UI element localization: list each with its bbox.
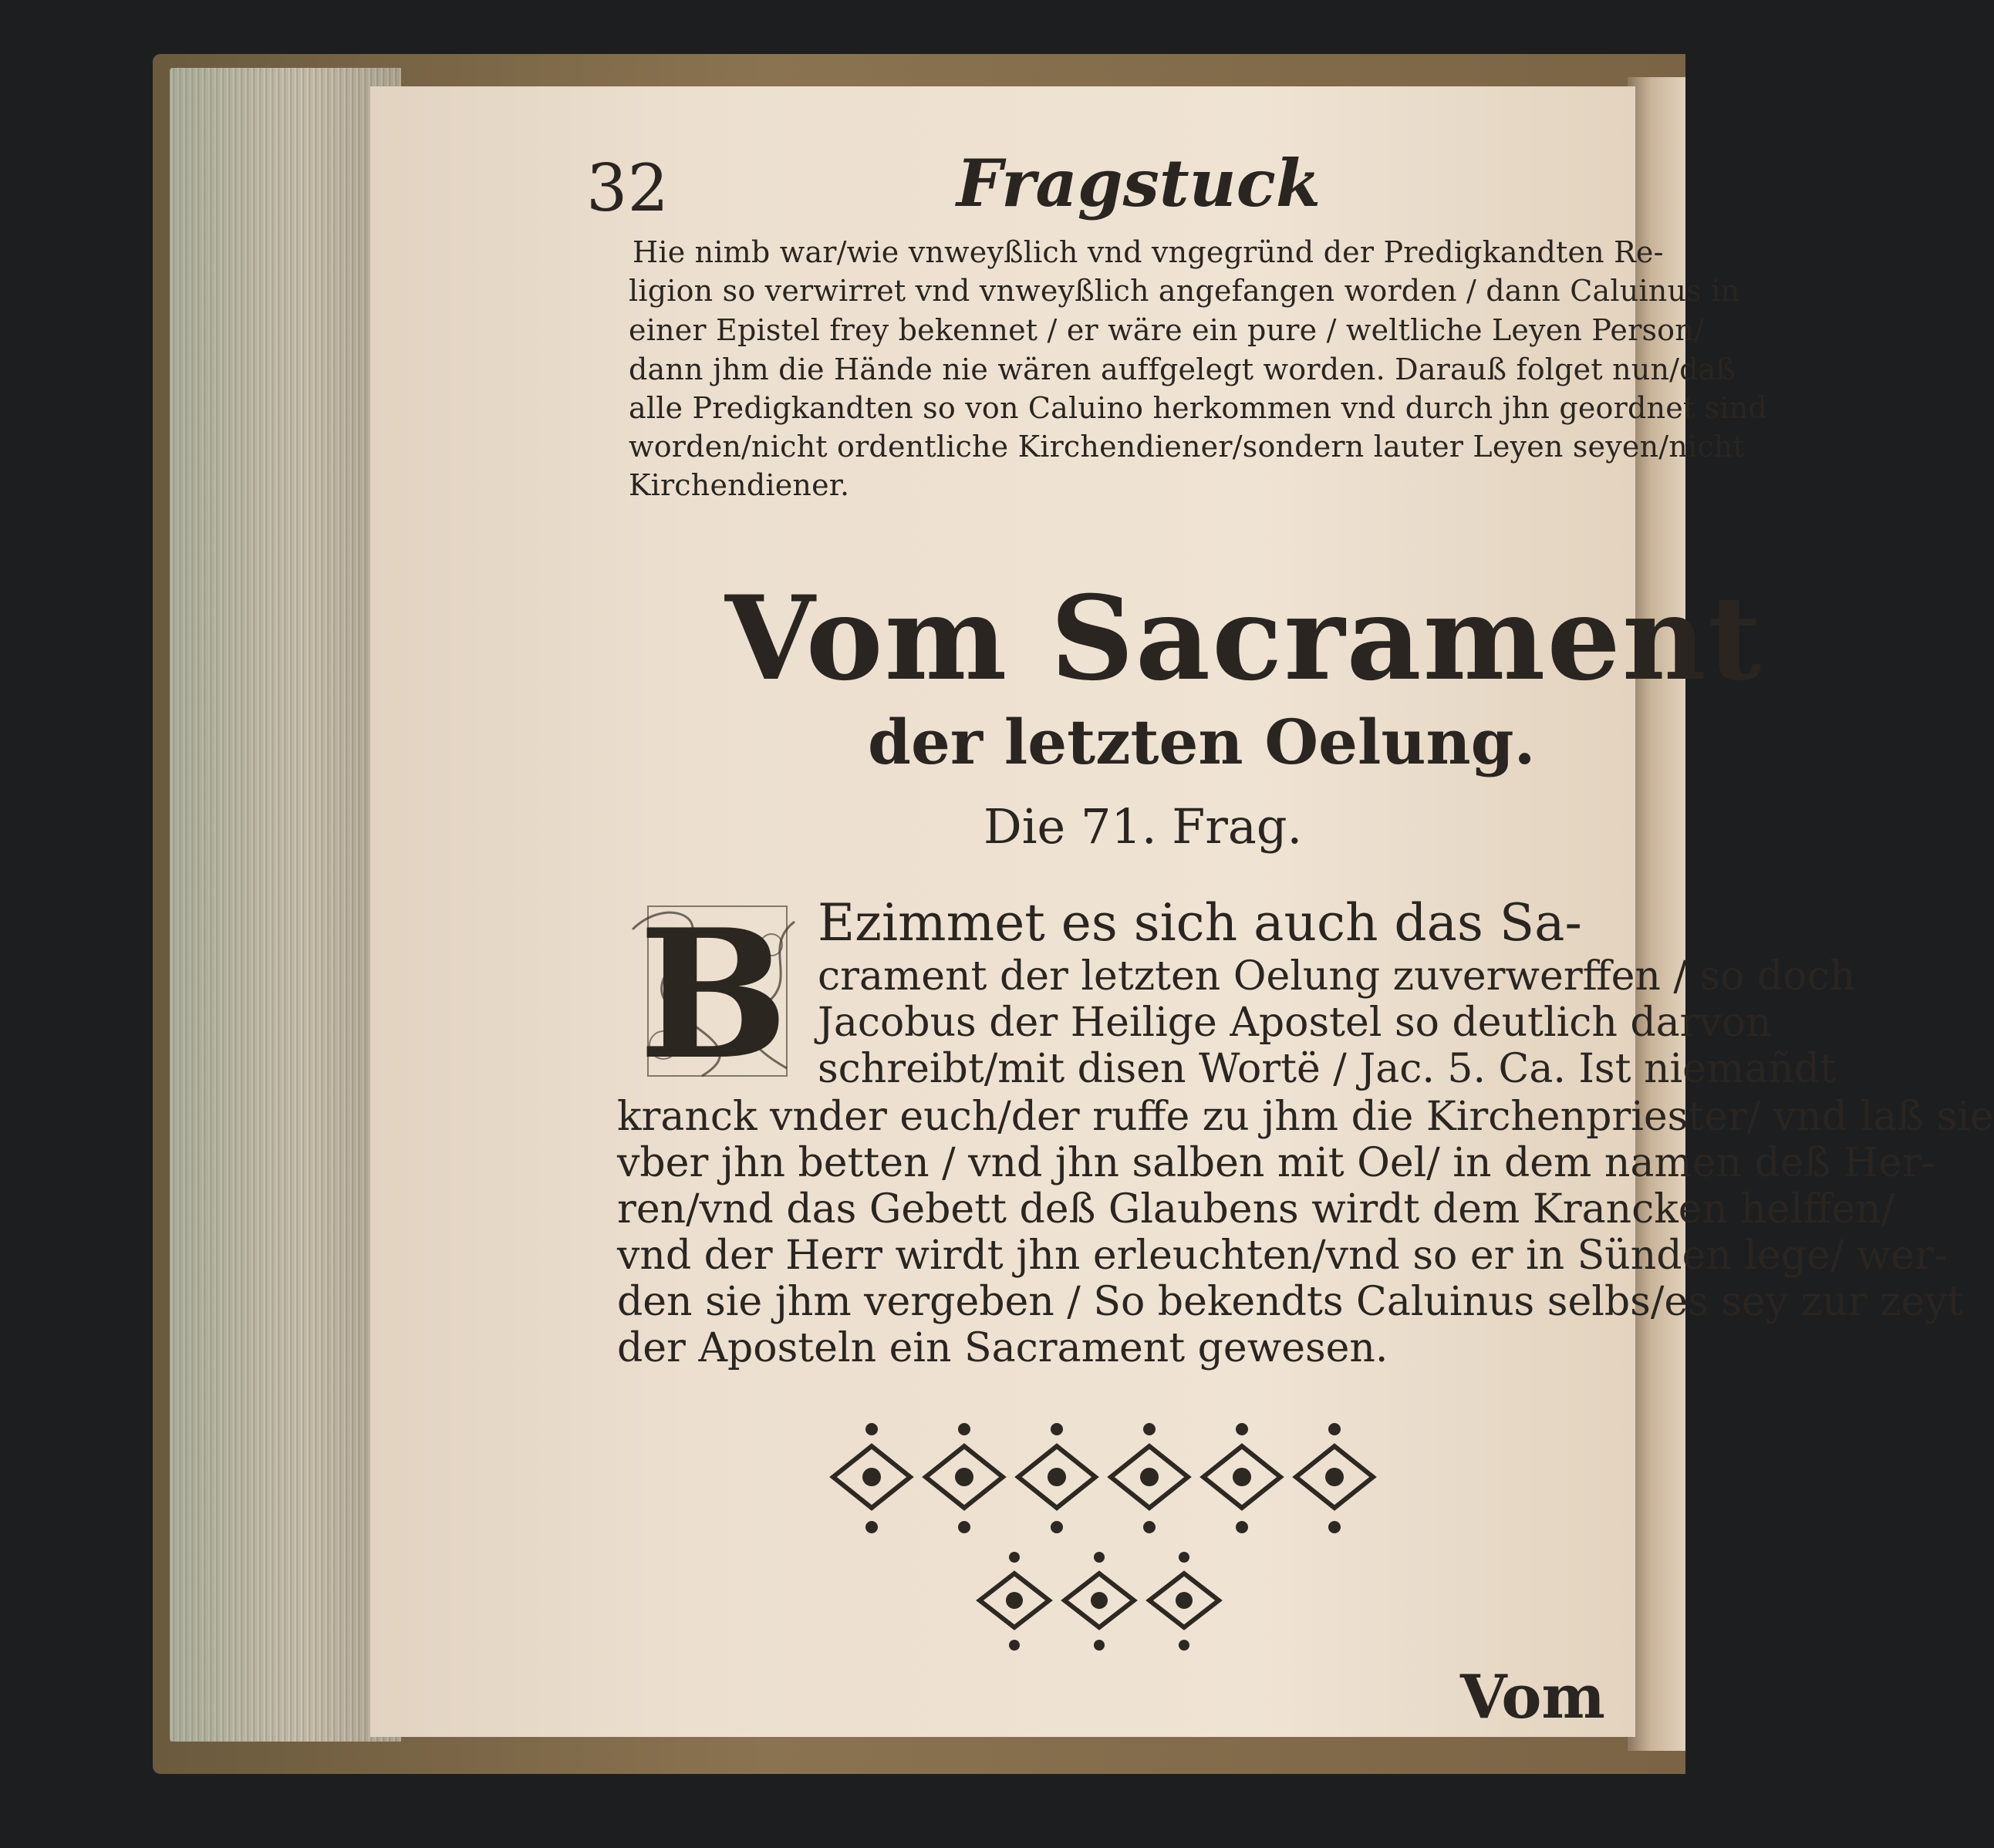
body-line: Ezimmet es sich auch das Sa- bbox=[818, 893, 1582, 953]
catchword: Vom bbox=[1460, 1662, 1605, 1732]
intro-line: alle Predigkandten so von Caluino herkommen vnd durch jhn geordnet sind bbox=[629, 391, 1767, 425]
decorated-initial bbox=[617, 891, 810, 1099]
page-number: 32 bbox=[586, 150, 669, 226]
body-line: kranck vnder euch/der ruffe zu jhm die Kirchenpriester/ vnd laß sie bbox=[617, 1094, 1994, 1140]
ornament-band-lower bbox=[972, 1546, 1234, 1654]
intro-line: Hie nimb war/wie vnweyßlich vnd vngegründ der Predigkandten Re- bbox=[633, 235, 1664, 269]
body-line: crament der letzten Oelung zuverwerffen / so doch bbox=[818, 953, 1856, 1000]
initial-letter: B bbox=[638, 891, 789, 1099]
body-line: ren/vnd das Gebett deß Glaubens wirdt dem Krancken helffen/ bbox=[617, 1186, 1895, 1233]
intro-line: einer Epistel frey bekennet / er wäre ein pure / weltliche Leyen Person/ bbox=[629, 313, 1704, 347]
body-line: Jacobus der Heilige Apostel so deutlich darvon bbox=[818, 1000, 1772, 1046]
intro-line: Kirchendiener. bbox=[629, 468, 850, 502]
body-line: vber jhn betten / vnd jhn salben mit Oel/ in dem namen deß Her- bbox=[617, 1140, 1935, 1186]
question-label: Die 71. Frag. bbox=[984, 798, 1303, 855]
body-line: der Aposteln ein Sacrament gewesen. bbox=[617, 1325, 1388, 1371]
running-head: Fragstuck bbox=[957, 145, 1321, 221]
body-line: schreibt/mit disen Wortë / Jac. 5. Ca. Ist niemañdt bbox=[818, 1046, 1836, 1092]
intro-line: ligion so verwirret vnd vnweyßlich angefangen worden / dann Caluinus in bbox=[629, 274, 1740, 308]
body-line: den sie jhm vergeben / So bekendts Caluinus selbs/es sey zur zeyt bbox=[617, 1279, 1964, 1325]
body-line: vnd der Herr wirdt jhn erleuchten/vnd so er in Sünden lege/ wer- bbox=[617, 1233, 1948, 1279]
intro-line: worden/nicht ordentliche Kirchendiener/sondern lauter Leyen seyen/nicht bbox=[629, 430, 1745, 464]
page-edges-shade bbox=[170, 68, 401, 1742]
ornament-band-upper bbox=[825, 1415, 1381, 1539]
intro-line: dann jhm die Hände nie wären auffgelegt worden. Darauß folget nun/daß bbox=[629, 352, 1736, 386]
chapter-title: Vom Sacrament bbox=[725, 571, 1763, 706]
chapter-subtitle: der letzten Oelung. bbox=[868, 706, 1536, 778]
